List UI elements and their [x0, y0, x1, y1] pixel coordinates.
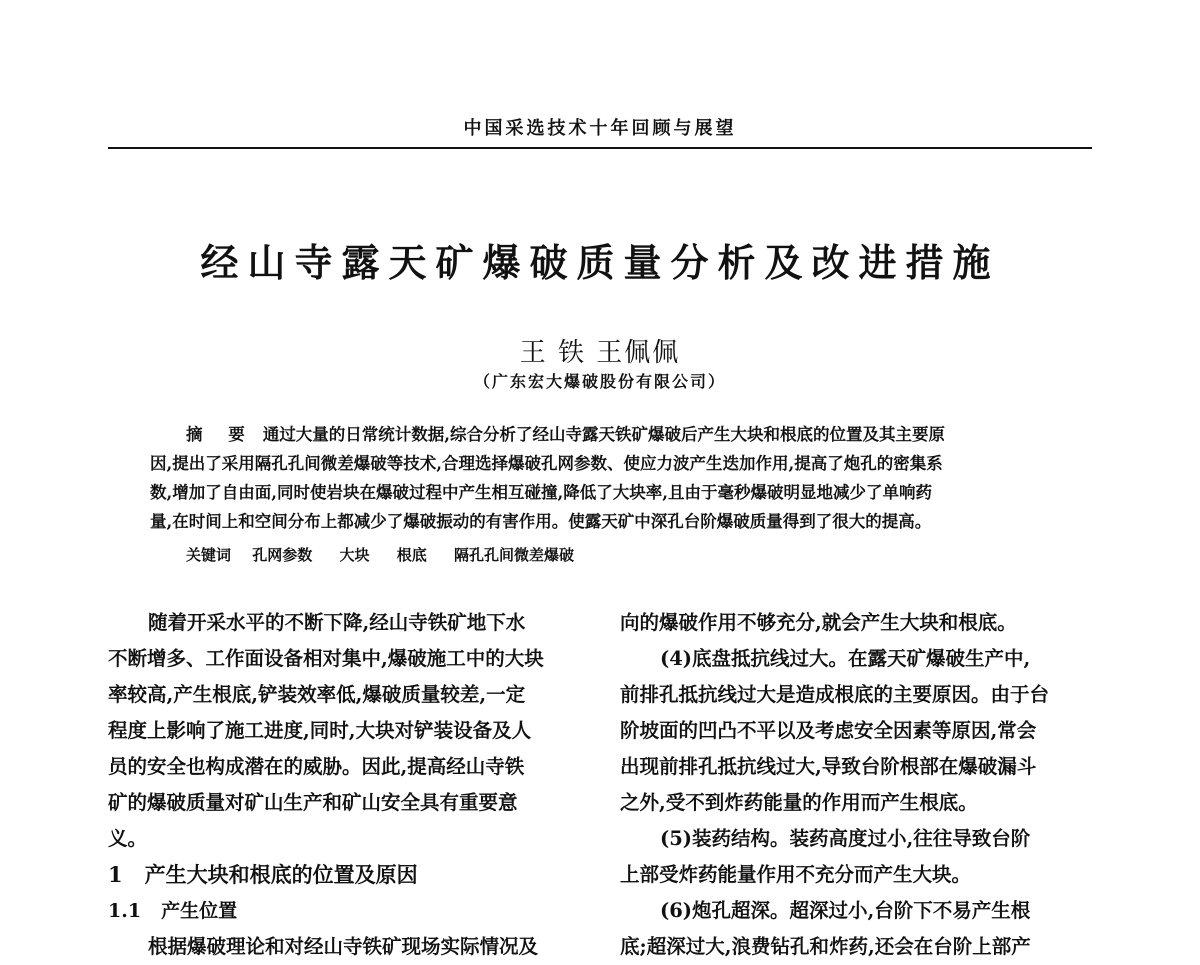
- body-line: 矿的爆破质量对矿山生产和矿山安全具有重要意: [108, 791, 518, 814]
- body-line: 之外,受不到炸药能量的作用而产生根底。: [620, 791, 978, 814]
- abstract-line: 因,提出了采用隔孔孔间微差爆破等技术,合理选择爆破孔网参数、使应力波产生迭加作用,提高了炮孔的密集系: [150, 454, 943, 473]
- abstract-text: 通过大量的日常统计数据,综合分析了经山寺露天铁矿爆破后产生大块和根底的位置及其主要原: [262, 425, 945, 444]
- keyword: 隔孔孔间微差爆破: [454, 546, 575, 564]
- keywords: [186, 544, 1046, 565]
- abstract-line: 数,增加了自由面,同时使岩块在爆破过程中产生相互碰撞,降低了大块率,且由于毫秒爆破明显地减少了单响药: [150, 483, 932, 502]
- section-number: 1: [108, 862, 123, 887]
- body-line: 随着开采水平的不断下降,经山寺铁矿地下水: [148, 611, 526, 634]
- body-line: (5)装药结构。装药高度过小,往往导致台阶: [660, 827, 1031, 850]
- subsection-number: 1.1: [108, 900, 142, 922]
- section-title: 产生大块和根底的位置及原因: [144, 862, 418, 887]
- left-column: [108, 605, 582, 965]
- body-line: 前排孔抵抗线过大是造成根底的主要原因。由于台: [620, 683, 1050, 706]
- body-line: 员的安全也构成潜在的威胁。因此,提高经山寺铁: [108, 755, 525, 778]
- keywords-label: 关键词: [186, 546, 232, 564]
- body-line: 程度上影响了施工进度,同时,大块对铲装设备及人: [108, 719, 532, 742]
- authors: 王 铁 王佩佩: [519, 338, 681, 368]
- body-line: 根据爆破理论和对经山寺铁矿现场实际情况及: [148, 935, 539, 958]
- body-line: 阶坡面的凹凸不平以及考虑安全因素等原因,常会: [620, 719, 1037, 742]
- abstract: [150, 420, 1050, 536]
- body-line: (4)底盘抵抗线过大。在露天矿爆破生产中,: [660, 647, 1031, 670]
- affiliation: （广东宏大爆破股份有限公司）: [473, 372, 726, 391]
- article-title: 经山寺露天矿爆破质量分析及改进措施: [200, 240, 1000, 285]
- body-line: 出现前排孔抵抗线过大,导致台阶根部在爆破漏斗: [620, 755, 1037, 778]
- right-column: [620, 605, 1094, 965]
- body-line: 向的爆破作用不够充分,就会产生大块和根底。: [620, 611, 1017, 634]
- body-line: 率较高,产生根底,铲装效率低,爆破质量较差,一定: [108, 683, 526, 706]
- section-heading: [108, 857, 582, 893]
- subsection-title: 产生位置: [161, 900, 238, 922]
- keyword: 大块: [339, 546, 370, 564]
- keyword: 孔网参数: [252, 546, 313, 564]
- header-rule: [108, 147, 1092, 149]
- abstract-label: 摘 要: [186, 425, 255, 444]
- abstract-line: [150, 420, 1050, 449]
- subsection-heading: [108, 893, 582, 929]
- running-header: 中国采选技术十年回顾与展望: [463, 118, 737, 139]
- body-line: (6)炮孔超深。超深过小,台阶下不易产生根: [660, 899, 1031, 922]
- keyword: 根底: [396, 546, 427, 564]
- body-line: 不断增多、工作面设备相对集中,爆破施工中的大块: [108, 647, 544, 670]
- body-line: 义。: [108, 827, 148, 850]
- abstract-line: 量,在时间上和空间分布上都减少了爆破振动的有害作用。使露天矿中深孔台阶爆破质量得到了很大的提高。: [150, 512, 932, 531]
- body-line: 底;超深过大,浪费钻孔和炸药,还会在台阶上部产: [620, 935, 1031, 958]
- body-line: 上部受炸药能量作用不充分而产生大块。: [620, 863, 972, 886]
